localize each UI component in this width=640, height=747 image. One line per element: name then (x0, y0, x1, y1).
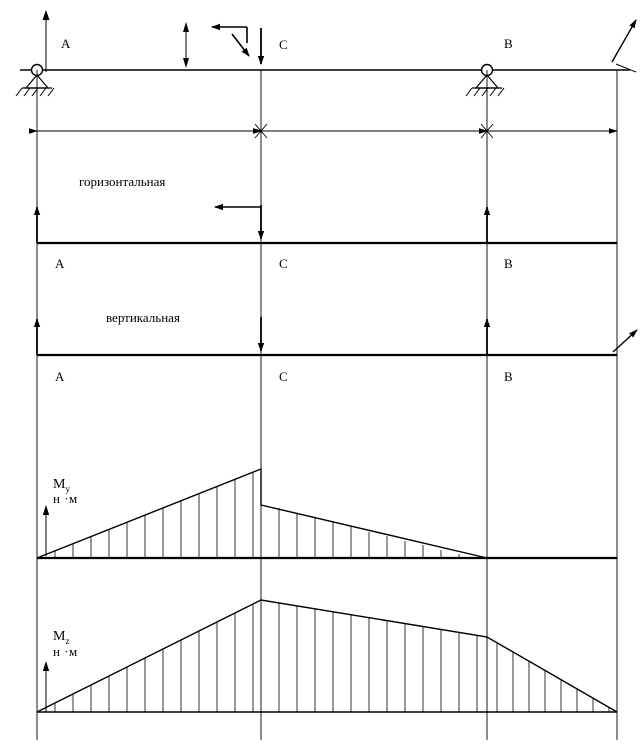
label-c-vertical: C (279, 369, 288, 384)
label-mz-unit: н ·м (53, 645, 78, 656)
label-a-horizontal: A (55, 256, 65, 271)
label-b-vertical: B (504, 369, 513, 384)
left-reference-axis (43, 10, 50, 72)
label-mz (53, 630, 69, 646)
label-my-sub: y (65, 483, 70, 494)
label-b-horizontal: B (504, 256, 513, 271)
label-point-c-top: C (279, 37, 288, 52)
beam-top (16, 65, 630, 97)
load-group-top (183, 20, 636, 72)
label-vertical-plane: вертикальная (106, 310, 180, 325)
dimension-line (37, 124, 617, 138)
label-horizontal-plane: горизонтальная (79, 174, 166, 189)
label-support-a-top: A (61, 36, 71, 51)
label-a-vertical: A (55, 369, 65, 384)
station-lines (37, 70, 617, 740)
label-my-unit: н ·м (53, 492, 78, 503)
label-support-b-top: B (504, 36, 513, 51)
horizontal-plane-schematic (37, 205, 617, 243)
label-my-symbol: M (53, 477, 66, 492)
label-c-horizontal: C (279, 256, 288, 271)
label-mz-sub: z (65, 635, 70, 646)
my-diagram (37, 469, 617, 558)
label-mz-symbol: M (53, 629, 66, 644)
mz-diagram (37, 600, 617, 712)
